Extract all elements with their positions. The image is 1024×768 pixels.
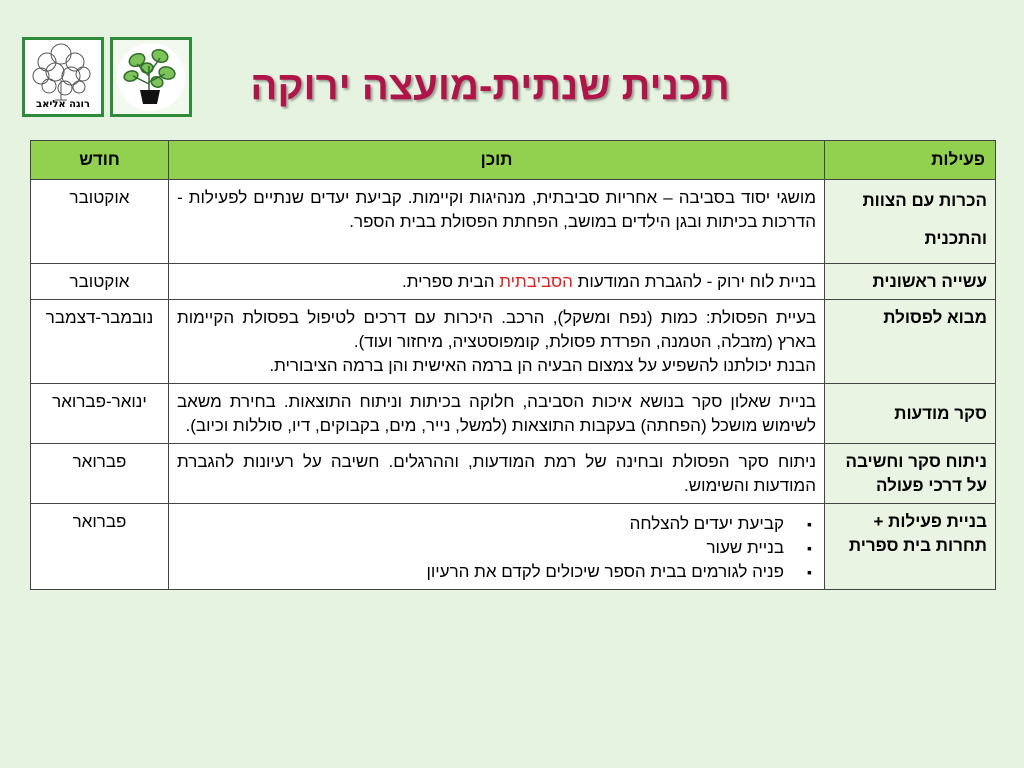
table-row <box>31 300 996 384</box>
content-cell <box>169 300 825 384</box>
bullet-icon: ▪ <box>807 540 812 556</box>
content-cell <box>169 264 825 300</box>
green-council-logo <box>110 37 192 117</box>
list-item-text: בניית שעור <box>706 538 784 557</box>
activity-cell: ניתוח סקר וחשיבה על דרכי פעולה <box>825 444 996 504</box>
bullet-icon: ▪ <box>807 516 812 532</box>
month-cell: פברואר <box>31 444 169 504</box>
content-cell <box>169 504 825 590</box>
page-title: תכנית שנתית-מועצה ירוקה <box>250 64 730 108</box>
month-cell: ינואר-פברואר <box>31 384 169 444</box>
table-row <box>31 384 996 444</box>
table-row <box>31 264 996 300</box>
content-highlight: הסביבתית <box>499 272 573 291</box>
content-paragraph: בעיית הפסולת: כמות (נפח ומשקל), הרכב. היכרות עם דרכים לטיפול בפסולת הקיימות בארץ (מזבלה, הטמנה, הפרדת פסולת, קומפוסטציה, מיחזור ועוד). <box>177 308 816 351</box>
activity-cell: מבוא לפסולת <box>825 300 996 384</box>
activity-cell: בניית פעילות + תחרות בית ספרית <box>825 504 996 590</box>
bullet-list <box>177 512 816 584</box>
activity-cell: סקר מודעות <box>825 384 996 444</box>
table-row <box>31 504 996 590</box>
table-row <box>31 444 996 504</box>
school-logo <box>22 37 104 117</box>
month-cell: אוקטובר <box>31 180 169 264</box>
table-row <box>31 180 996 264</box>
list-item-text: פניה לגורמים בבית הספר שיכולים לקדם את הרעיון <box>426 562 784 581</box>
school-logo-text: רוגה אליאב <box>36 99 90 110</box>
content-cell: מושגי יסוד בסביבה – אחריות סביבתית, מנהיגות וקיימות. קביעת יעדים שנתיים לפעילות - הדרכות בכיתות ובגן הילדים במושב, הפחתת הפסולת בבית הספר. <box>169 180 825 264</box>
list-item-text: קביעת יעדים להצלחה <box>629 514 784 533</box>
list-item <box>177 560 816 584</box>
list-item <box>177 512 816 536</box>
month-cell: אוקטובר <box>31 264 169 300</box>
header-month: חודש <box>31 141 169 180</box>
plant-pot-icon <box>113 40 189 114</box>
list-item <box>177 536 816 560</box>
content-text: בניית לוח ירוק - להגברת המודעות <box>572 272 816 291</box>
content-text: הבית ספרית. <box>402 272 500 291</box>
header-activities: פעילות <box>825 141 996 180</box>
annual-plan-table <box>30 140 996 590</box>
header-content: תוכן <box>169 141 825 180</box>
content-cell: ניתוח סקר הפסולת ובחינה של רמת המודעות, וההרגלים. חשיבה על רעיונות להגברת המודעות והשימוש. <box>169 444 825 504</box>
content-cell: בניית שאלון סקר בנושא איכות הסביבה, חלוקה בכיתות וניתוח התוצאות. בחירת משאב לשימוש מושכל (הפחתה) בעקבות התוצאות (למשל, נייר, מים, בקבוקים, דיו, סוללות וכיוב). <box>169 384 825 444</box>
table-header-row <box>31 141 996 180</box>
activity-cell: עשייה ראשונית <box>825 264 996 300</box>
content-paragraph: הבנת יכולתנו להשפיע על צמצום הבעיה הן ברמה האישית והן ברמה הציבורית. <box>269 356 816 375</box>
month-cell: נובמבר-דצמבר <box>31 300 169 384</box>
month-cell: פברואר <box>31 504 169 590</box>
activity-cell: הכרות עם הצוות והתכנית <box>825 180 996 264</box>
bullet-icon: ▪ <box>807 564 812 580</box>
